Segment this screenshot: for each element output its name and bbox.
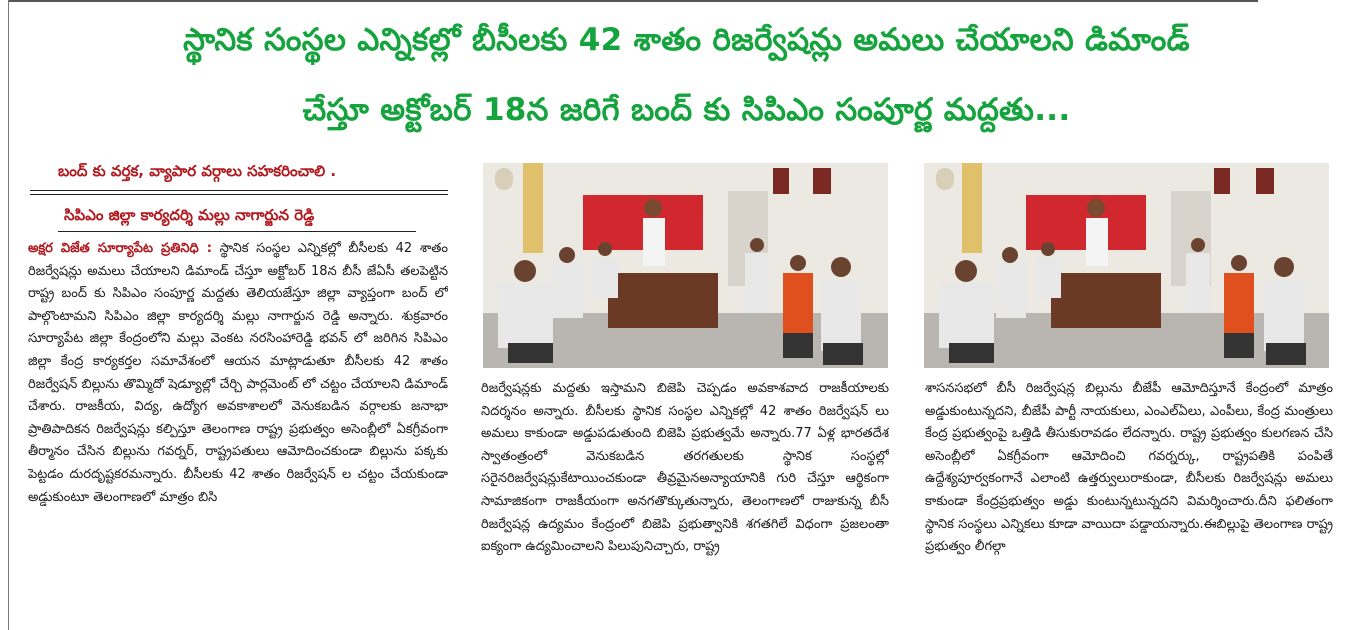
subheading-divider-top (30, 190, 448, 191)
top-border-rule (8, 0, 1258, 2)
article-column-1 (28, 238, 448, 626)
article-byline: అక్షర విజేత సూర్యాపేట ప్రతినిధి : (28, 241, 212, 256)
headline-line-1: స్థానిక సంస్థల ఎన్నికల్లో బీసీలకు 42 శాతం రిజర్వేషన్లు అమలు చేయాలని డిమాండ్ (183, 22, 1190, 58)
article-column-1-text: స్థానిక సంస్థల ఎన్నికల్లో బీసీలకు 42 శాతం రిజర్వేషన్లు అమలు చేయాలని డిమాండ్ చేస్తూ అక్టోబర్ 18న బీసీ జేఏసీ తలపెట్టిన రాష్ట్ర బంద్ కు సిపిఎం సంపూర్ణ మద్దతు తెలియజేస్తూ జిల్లా వ్యాప్తంగా బంద్ లో పాల్గొంటామని సిపిఎం జిల్లా కార్యదర్శి మల్లు నాగార్జున రెడ్డి అన్నారు. శుక్రవారం సూర్యాపేట జిల్లా కేంద్రంలోని మల్లు వెంకట నరసింహారెడ్డి భవన్ లో జరిగిన సిపిఎం జిల్లా కేంద్ర కార్యకర్తల సమావేశంలో ఆయన మాట్లాడుతూ బీసీలకు 42 శాతం రిజర్వేషన్ బిల్లును తొమ్మిదో షెడ్యూల్లో చేర్చి పార్లమెంట్ లో చట్టం చేయాలని డిమాండ్ చేశారు. రాజకీయ, విద్య, ఉద్యోగ అవకాశాలలో వెనుకబడిన వర్గాలకు జనాభా ప్రాతిపాదికన రిజర్వేషన్లు కల్పిస్తూ తెలంగాణ రాష్ట్ర ప్రభుత్వం అసెంబ్లీలో ఏకగ్రీవంగా తీర్మానం చేసిన బిల్లును గవర్నర్, రాష్ట్రపతులు ఆమోదించకుండా బిల్లును పక్కకు పెట్టడం దురదృష్టకరమన్నారు. బీసీలకు 42 శాతం రిజర్వేషన్ ల చట్టం చేయకుండా అడ్డుకుంటూ తెలంగాణలో మాత్రం బిసి (28, 241, 448, 505)
subheading-speaker-name: సిపిఎం జిల్లా కార్యదర్శి మల్లు నాగార్జున రెడ్డి (64, 206, 315, 224)
subheading-traders-appeal: బంద్ కు వర్తక, వ్యాపార వర్గాలు సహకరించాలి . (58, 162, 337, 180)
article-column-2: రిజర్వేషన్లకు మద్దతు ఇస్తామని బిజెపి చెప్పడం అవకాశవాద రాజకీయాలకు నిదర్శనం అన్నారు. బీసీలకు స్థానిక సంస్థల ఎన్నికల్లో 42 శాతం రిజర్వేషన్ లు అమలు కాకుండా అడ్డుపడుతుంది బిజెపి ప్రభుత్వమే అన్నారు.77 ఏళ్ల భారతదేశ స్వాతంత్రంలో వెనుకబడిన తరగతులకు స్థానిక సంస్థల్లో సరైనరిజర్వేషన్లుకేటాయించకుండా తీవ్రమైనఅన్యాయానికి గురి చేస్తూ ఆర్థికంగా సామాజికంగా రాజకీయంగా అనగతొక్కుతున్నారు, తెలంగాణలో రాజుకున్న బీసీ రిజర్వేషన్ల ఉద్యమం కేంద్రంలో బిజెపి ప్రభుత్వానికి శగతగిలే విధంగా ప్రజలంతా ఐక్యంగా ఉద్యమించాలని పిలుపునిచ్చారు, రాష్ట్ర (481, 381, 889, 555)
headline-line-2: చేస్తూ అక్టోబర్ 18న జరిగే బంద్ కు సిపిఎం సంపూర్ణ మద్దతు... (302, 92, 1071, 128)
meeting-photo-1 (483, 163, 888, 368)
article-column-3: శాసనసభలో బీసీ రిజర్వేషన్ల బిల్లును బీజేపీ ఆమోదిస్తూనే కేంద్రంలో మాత్రం అడ్డుకుంటున్నదని, బీజేపీ పార్టీ నాయకులు, ఎంఎల్ఏలు, ఎంపీలు, కేంద్ర మంత్రులు కేంద్ర ప్రభుత్వంపై ఒత్తిడి తీసుకురావడం లేదన్నారు. రాష్ట్ర ప్రభుత్వం కులగణన చేసి అసెంబ్లీలో ఏకగ్రీవంగా ఆమోదించి గవర్నర్కు, రాష్ట్రపతికి పంపితే ఉద్దేశ్యపూర్వకంగానే ఎలాంటి ఉత్తర్వులురాకుండా, బీసీలకు రిజర్వేషన్లు అమలు కాకుండా కేంద్రప్రభుత్వం అడ్డు కుంటున్నటున్నదని విమర్శించారు.దీని ఫలితంగా స్థానిక సంస్థలు ఎన్నికలు కూడా వాయిదా పడ్డాయన్నారు.ఈబిల్లుపై తెలంగాణ రాష్ట్ర ప్రభుత్వం లీగల్గా (925, 381, 1333, 555)
meeting-photo-2 (924, 163, 1329, 368)
left-border-rule (8, 0, 9, 630)
speaker-underline (58, 231, 416, 232)
subheading-divider-bottom (30, 194, 448, 195)
